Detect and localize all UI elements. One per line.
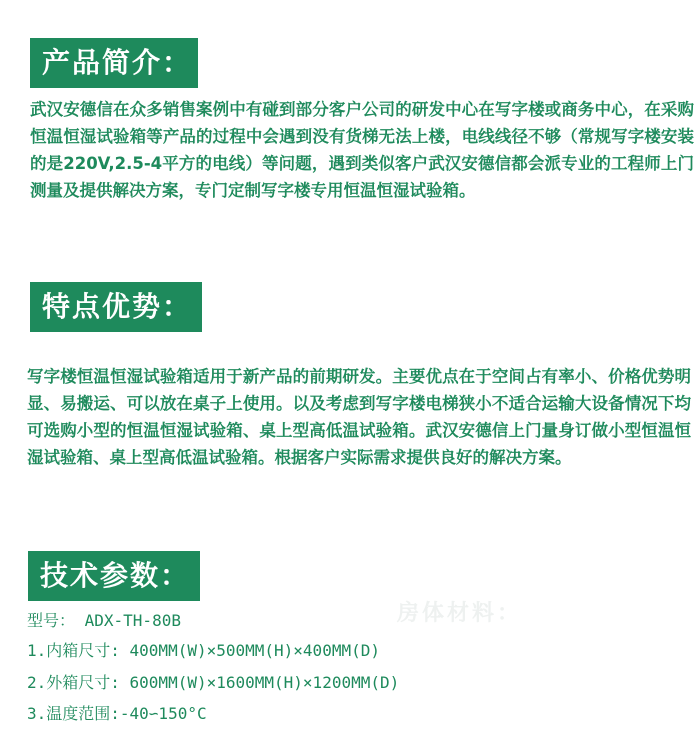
spec-outer-size: 2.外箱尺寸: 600MM(W)×1600MM(H)×1200MM(D)	[27, 673, 400, 692]
spec-inner-size: 1.内箱尺寸: 400MM(W)×500MM(H)×400MM(D)	[27, 641, 380, 660]
faded-label-cabinet-material: 房体材料：	[397, 601, 523, 626]
intro-paragraph: 武汉安德信在众多销售案例中有碰到部分客户公司的研发中心在写字楼或商务中心，在采购恒温恒湿试验箱等产品的过程中会遇到没有货梯无法上楼，电线线径不够（常规写字楼安装的是220V,2.5-4平方的电线）等问题，遇到类似客户武汉安德信都会派专业的工程师上门测量及提供解决方案，专门定制写字楼专用恒温恒湿试验箱。	[30, 100, 694, 200]
section-heading-specs: 技术参数：	[28, 551, 200, 601]
features-paragraph: 写字楼恒温恒湿试验箱适用于新产品的前期研发。主要优点在于空间占有率小、价格优势明显、易搬运、可以放在桌子上使用。以及考虑到写字楼电梯狭小不适合运输大设备情况下均可选购小型的恒温恒湿试验箱、桌上型高低温试验箱。武汉安德信上门量身订做小型恒温恒湿试验箱、桌上型高低温试验箱。根据客户实际需求提供良好的解决方案。	[27, 367, 691, 467]
section-heading-intro: 产品简介：	[30, 38, 198, 88]
spec-model: 型号： ADX-TH-80B	[27, 611, 181, 630]
spec-temp-range: 3.温度范围:-40∽150°C	[27, 704, 207, 723]
section-heading-features: 特点优势：	[30, 282, 202, 332]
